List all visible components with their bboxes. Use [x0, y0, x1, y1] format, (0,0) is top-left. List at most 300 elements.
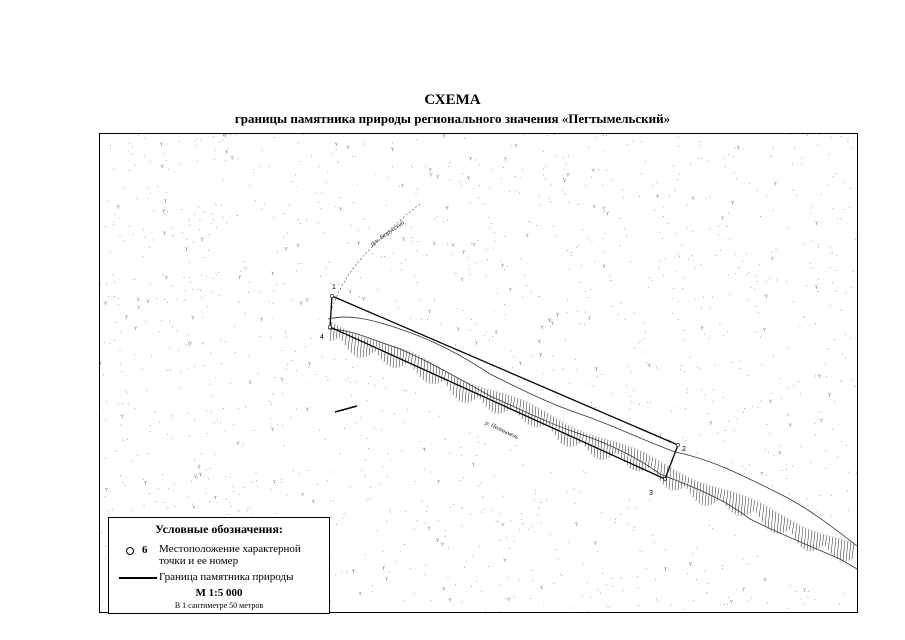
river-hatch-line	[438, 367, 440, 383]
terrain-dot	[591, 402, 592, 403]
legend-title: Условные обозначения:	[155, 522, 283, 536]
terrain-dot	[195, 145, 196, 146]
terrain-dot	[226, 499, 227, 500]
terrain-dot	[678, 301, 679, 302]
tundra-symbol	[301, 493, 304, 497]
terrain-dot	[717, 432, 718, 433]
terrain-dot	[815, 323, 816, 324]
river-hatch-line	[657, 460, 659, 476]
terrain-dot	[260, 166, 261, 167]
terrain-dot	[209, 234, 210, 235]
river-hatch-line	[852, 543, 854, 559]
terrain-dot	[751, 287, 752, 288]
terrain-dot	[383, 551, 384, 552]
terrain-dot	[461, 602, 462, 603]
river-hatch-line	[828, 536, 830, 551]
terrain-dot	[603, 238, 604, 239]
terrain-dot	[478, 442, 479, 443]
tundra-symbol	[765, 294, 768, 298]
terrain-dot	[233, 486, 234, 487]
terrain-dot	[426, 511, 427, 512]
terrain-dot	[530, 222, 531, 223]
terrain-dot	[494, 475, 495, 476]
terrain-dot	[148, 198, 149, 199]
terrain-dot	[800, 598, 801, 599]
terrain-dot	[230, 134, 231, 135]
terrain-dot	[481, 591, 482, 592]
terrain-dot	[712, 401, 713, 402]
terrain-dot	[464, 567, 465, 568]
terrain-dot	[709, 197, 710, 198]
terrain-dot	[687, 204, 688, 205]
terrain-dot	[798, 381, 799, 382]
terrain-dot	[271, 418, 272, 419]
terrain-dot	[338, 161, 339, 162]
terrain-dot	[498, 522, 499, 523]
river-hatch-line	[636, 449, 638, 471]
terrain-dot	[291, 360, 292, 361]
terrain-dot	[199, 229, 200, 230]
terrain-dot	[762, 364, 763, 365]
river-hatch-line	[546, 413, 548, 424]
terrain-dot	[623, 590, 624, 591]
terrain-dot	[389, 571, 390, 572]
terrain-dot	[704, 334, 705, 335]
terrain-dot	[500, 513, 501, 514]
terrain-dot	[701, 264, 702, 265]
terrain-dot	[602, 185, 603, 186]
terrain-dot	[192, 289, 193, 290]
tundra-symbol	[462, 250, 465, 254]
terrain-dot	[584, 324, 585, 325]
tundra-symbol	[249, 381, 252, 385]
tundra-symbol	[818, 374, 821, 378]
tundra-symbol	[469, 157, 472, 161]
terrain-dot	[382, 466, 383, 467]
terrain-dot	[595, 407, 596, 408]
terrain-dot	[374, 427, 375, 428]
terrain-dot	[315, 193, 316, 194]
terrain-dot	[751, 597, 752, 598]
terrain-dot	[641, 340, 642, 341]
terrain-dot	[537, 515, 538, 516]
terrain-dot	[794, 147, 795, 148]
terrain-dot	[392, 143, 393, 144]
terrain-dot	[645, 161, 646, 162]
terrain-dot	[103, 410, 104, 411]
terrain-dot	[515, 176, 516, 177]
terrain-dot	[790, 585, 791, 586]
terrain-dot	[394, 414, 395, 415]
terrain-dot	[848, 138, 849, 139]
terrain-dot	[624, 228, 625, 229]
tundra-symbol	[236, 442, 239, 446]
terrain-dot	[713, 389, 714, 390]
terrain-dot	[494, 240, 495, 241]
terrain-dot	[674, 190, 675, 191]
terrain-dot	[649, 500, 650, 501]
terrain-dot	[389, 509, 390, 510]
terrain-dot	[487, 259, 488, 260]
terrain-dot	[416, 193, 417, 194]
terrain-dot	[509, 191, 510, 192]
terrain-dot	[718, 234, 719, 235]
terrain-dot	[171, 415, 172, 416]
terrain-dot	[276, 284, 277, 285]
terrain-dot	[112, 274, 113, 275]
terrain-dot	[126, 393, 127, 394]
river-hatch-line	[834, 537, 836, 557]
terrain-dot	[808, 134, 809, 135]
tundra-symbol	[539, 353, 542, 357]
terrain-dot	[812, 267, 813, 268]
terrain-dot	[327, 172, 328, 173]
terrain-dot	[693, 600, 694, 601]
terrain-dot	[184, 300, 185, 301]
river-hatch-line	[333, 323, 335, 340]
terrain-dot	[261, 150, 262, 151]
terrain-dot	[660, 260, 661, 261]
terrain-dot	[682, 437, 683, 438]
terrain-dot	[443, 221, 444, 222]
terrain-dot	[150, 425, 151, 426]
terrain-dot	[525, 275, 526, 276]
terrain-dot	[258, 373, 259, 374]
terrain-dot	[187, 368, 188, 369]
tundra-symbol	[828, 393, 831, 397]
tundra-symbol	[391, 148, 394, 152]
terrain-dot	[627, 366, 628, 367]
terrain-dot	[412, 167, 413, 168]
terrain-dot	[386, 521, 387, 522]
terrain-dot	[701, 389, 702, 390]
terrain-dot	[172, 286, 173, 287]
terrain-dot	[129, 170, 130, 171]
terrain-dot	[589, 384, 590, 385]
terrain-dot	[720, 324, 721, 325]
terrain-dot	[696, 547, 697, 548]
terrain-dot	[318, 202, 319, 203]
terrain-dot	[519, 380, 520, 381]
terrain-dot	[597, 551, 598, 552]
tundra-symbol	[769, 400, 772, 404]
terrain-dot	[701, 307, 702, 308]
terrain-dot	[143, 229, 144, 230]
terrain-dot	[286, 369, 287, 370]
terrain-dot	[206, 433, 207, 434]
terrain-dot	[655, 579, 656, 580]
terrain-dot	[269, 301, 270, 302]
terrain-dot	[578, 204, 579, 205]
terrain-dot	[347, 572, 348, 573]
terrain-dot	[172, 417, 173, 418]
tundra-symbol	[165, 276, 168, 280]
terrain-dot	[150, 193, 151, 194]
tundra-symbol	[299, 301, 302, 305]
terrain-dot	[573, 607, 574, 608]
terrain-dot	[430, 472, 431, 473]
river-hatch-line	[477, 386, 479, 397]
terrain-dot	[733, 172, 734, 173]
terrain-dot	[677, 407, 678, 408]
terrain-dot	[729, 238, 730, 239]
terrain-dot	[585, 291, 586, 292]
terrain-dot	[202, 297, 203, 298]
tundra-symbol	[446, 206, 449, 210]
terrain-dot	[368, 448, 369, 449]
river-hatch-line	[576, 429, 578, 445]
terrain-dot	[810, 263, 811, 264]
tundra-symbol	[507, 598, 510, 602]
river-hatch-line	[774, 511, 776, 533]
terrain-dot	[748, 375, 749, 376]
tundra-symbol	[382, 566, 385, 570]
terrain-dot	[565, 194, 566, 195]
terrain-dot	[412, 237, 413, 238]
terrain-dot	[535, 493, 536, 494]
terrain-dot	[743, 558, 744, 559]
terrain-dot	[166, 160, 167, 161]
terrain-dot	[788, 387, 789, 388]
terrain-dot	[825, 468, 826, 469]
river-hatch-line	[630, 447, 632, 468]
terrain-dot	[539, 196, 540, 197]
terrain-dot	[746, 274, 747, 275]
terrain-dot	[611, 280, 612, 281]
river-hatch-line	[399, 348, 401, 367]
terrain-dot	[470, 514, 471, 515]
terrain-dot	[833, 253, 834, 254]
terrain-dot	[346, 359, 347, 360]
terrain-dot	[149, 431, 150, 432]
terrain-dot	[722, 565, 723, 566]
terrain-dot	[335, 206, 336, 207]
terrain-dot	[641, 551, 642, 552]
terrain-dot	[207, 306, 208, 307]
tundra-symbol	[201, 238, 204, 242]
tundra-symbol	[105, 488, 108, 492]
terrain-dot	[330, 600, 331, 601]
tundra-symbol	[352, 570, 355, 574]
terrain-dot	[567, 250, 568, 251]
terrain-dot	[128, 403, 129, 404]
terrain-dot	[411, 241, 412, 242]
river-hatch-line	[792, 522, 794, 535]
terrain-dot	[820, 515, 821, 516]
terrain-dot	[697, 367, 698, 368]
river-hatch-line	[510, 396, 512, 409]
terrain-dot	[765, 449, 766, 450]
terrain-dot	[199, 464, 200, 465]
terrain-dot	[499, 611, 500, 612]
tundra-symbol	[224, 134, 227, 137]
terrain-dot	[211, 223, 212, 224]
tundra-symbol	[815, 221, 818, 225]
terrain-dot	[629, 499, 630, 500]
terrain-dot	[513, 356, 514, 357]
terrain-dot	[562, 575, 563, 576]
tundra-symbol	[436, 175, 439, 179]
terrain-dot	[776, 248, 777, 249]
terrain-dot	[634, 530, 635, 531]
tundra-symbol	[441, 542, 444, 546]
terrain-dot	[339, 284, 340, 285]
terrain-dot	[410, 318, 411, 319]
terrain-dot	[390, 512, 391, 513]
terrain-dot	[208, 478, 209, 479]
terrain-dot	[590, 289, 591, 290]
terrain-dot	[178, 350, 179, 351]
tundra-symbol	[163, 231, 166, 235]
terrain-dot	[211, 396, 212, 397]
terrain-dot	[793, 385, 794, 386]
terrain-dot	[351, 225, 352, 226]
tundra-symbol	[359, 592, 362, 596]
terrain-dot	[476, 455, 477, 456]
terrain-dot	[489, 228, 490, 229]
tundra-symbol	[273, 480, 276, 484]
terrain-dot	[274, 137, 275, 138]
terrain-dot	[796, 195, 797, 196]
terrain-dot	[175, 506, 176, 507]
terrain-dot	[273, 394, 274, 395]
terrain-dot	[303, 134, 304, 135]
terrain-dot	[628, 524, 629, 525]
terrain-dot	[516, 445, 517, 446]
terrain-dot	[602, 573, 603, 574]
terrain-dot	[115, 214, 116, 215]
terrain-dot	[209, 384, 210, 385]
river-hatch-line	[771, 509, 773, 531]
terrain-dot	[353, 202, 354, 203]
terrain-dot	[723, 397, 724, 398]
terrain-dot	[247, 507, 248, 508]
terrain-dot	[447, 243, 448, 244]
terrain-dot	[639, 196, 640, 197]
tundra-symbol	[501, 523, 504, 527]
terrain-dot	[724, 604, 725, 605]
terrain-dot	[830, 305, 831, 306]
river-hatch-line	[390, 345, 392, 367]
terrain-dot	[104, 342, 105, 343]
terrain-dot	[818, 247, 819, 248]
tundra-symbol	[820, 419, 823, 423]
river-hatch-line	[642, 452, 644, 471]
terrain-dot	[607, 606, 608, 607]
terrain-dot	[363, 219, 364, 220]
terrain-dot	[528, 529, 529, 530]
terrain-dot	[385, 387, 386, 388]
tundra-symbol	[461, 278, 464, 282]
terrain-dot	[161, 202, 162, 203]
terrain-dot	[213, 277, 214, 278]
terrain-dot	[521, 519, 522, 520]
river-hatch-line	[453, 376, 455, 395]
river-hatch-line	[780, 515, 782, 534]
terrain-dot	[678, 254, 679, 255]
tundra-symbol	[602, 264, 605, 268]
tundra-symbol	[592, 168, 595, 172]
terrain-dot	[281, 479, 282, 480]
terrain-dot	[478, 197, 479, 198]
terrain-dot	[804, 603, 805, 604]
terrain-dot	[543, 168, 544, 169]
terrain-dot	[415, 393, 416, 394]
terrain-dot	[621, 578, 622, 579]
terrain-dot	[214, 423, 215, 424]
terrain-dot	[167, 370, 168, 371]
terrain-dot	[253, 172, 254, 173]
terrain-dot	[814, 599, 815, 600]
terrain-dot	[520, 177, 521, 178]
terrain-dot	[420, 300, 421, 301]
terrain-dot	[550, 202, 551, 203]
terrain-dot	[491, 510, 492, 511]
river-hatch-line	[744, 496, 746, 516]
tundra-symbol	[189, 341, 192, 345]
tundra-symbol	[442, 587, 445, 591]
terrain-dot	[793, 190, 794, 191]
terrain-dot	[436, 216, 437, 217]
terrain-dot	[625, 319, 626, 320]
terrain-dot	[705, 571, 706, 572]
terrain-dot	[562, 190, 563, 191]
terrain-dot	[170, 370, 171, 371]
terrain-dot	[319, 430, 320, 431]
terrain-dot	[215, 377, 216, 378]
terrain-dot	[217, 502, 218, 503]
terrain-dot	[404, 544, 405, 545]
terrain-dot	[326, 376, 327, 377]
terrain-dot	[736, 590, 737, 591]
terrain-dot	[817, 145, 818, 146]
terrain-dot	[425, 564, 426, 565]
tundra-symbol	[436, 539, 439, 543]
terrain-dot	[816, 287, 817, 288]
terrain-dot	[430, 600, 431, 601]
terrain-dot	[773, 148, 774, 149]
terrain-dot	[113, 221, 114, 222]
terrain-dot	[451, 254, 452, 255]
terrain-dot	[712, 528, 713, 529]
terrain-dot	[188, 343, 189, 344]
terrain-dot	[484, 508, 485, 509]
terrain-dot	[672, 313, 673, 314]
river-hatch-line	[750, 498, 752, 513]
terrain-dot	[218, 272, 219, 273]
terrain-dot	[850, 338, 851, 339]
terrain-dot	[582, 229, 583, 230]
terrain-dot	[550, 534, 551, 535]
terrain-dot	[811, 462, 812, 463]
terrain-dot	[154, 412, 155, 413]
terrain-dot	[353, 569, 354, 570]
river-bank-north	[328, 317, 857, 546]
tundra-symbol	[100, 361, 102, 365]
terrain-dot	[652, 535, 653, 536]
river-hatch-line	[345, 330, 347, 345]
terrain-dot	[399, 186, 400, 187]
terrain-dot	[115, 451, 116, 452]
terrain-dot	[194, 366, 195, 367]
terrain-dot	[469, 274, 470, 275]
terrain-dot	[188, 413, 189, 414]
terrain-dot	[531, 526, 532, 527]
terrain-dot	[828, 349, 829, 350]
terrain-dot	[375, 385, 376, 386]
terrain-dot	[114, 296, 115, 297]
terrain-dot	[461, 508, 462, 509]
